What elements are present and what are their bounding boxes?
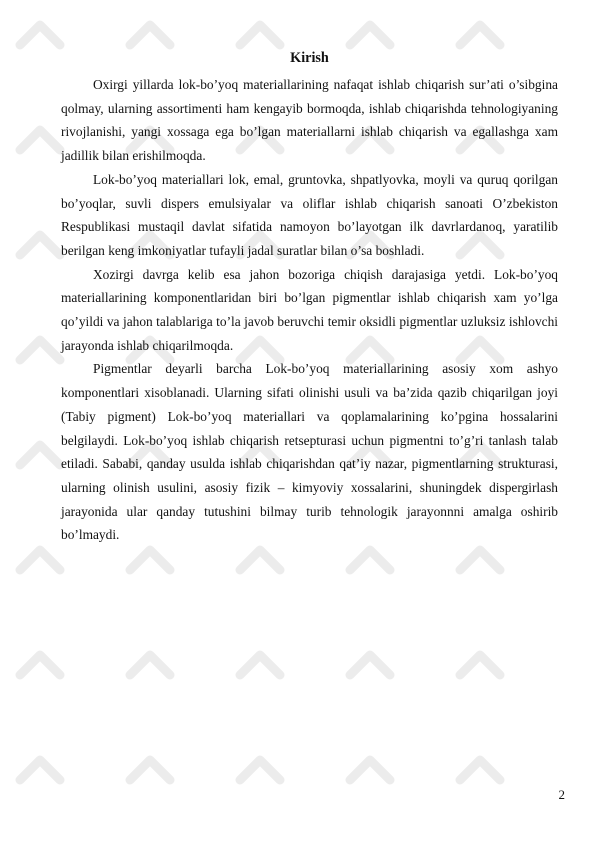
paragraph-1: Oxirgi yillarda lok-bo’yoq materiallarining nafaqat ishlab chiqarish sur’ati o’sibgina qolmay, ularning assortimenti ham kengayib bormoqda, ishlab chiqarishda tehnologiyaning rivojlanishi, yangi xossaga ega bo’lgan materiallarni ishlab chiqarish va egallashga xam jadillik bilan erishilmoqda. bbox=[61, 77, 558, 164]
paragraph-4: Pigmentlar deyarli barcha Lok-bo’yoq materiallarining asosiy xom ashyo komponentlari xisoblanadi. Ularning sifati olinishi usuli va ba’zida qazib chiqarilgan joyi (Tabiy pigment) Lok-bo’yoq materiallari va qoplamalarining ko’pgina hossalarini belgilaydi. Lok-bo’yoq ishlab chiqarish retsepturasi uchun pigmentni to’g’ri tanlash talab etiladi. Sababi, qanday usulda ishlab chiqarishdan qat’iy nazar, pigmentlarning strukturasi, ularning olinish usulini, asosiy fizik – kimyoviy xossalarini, shuningdek dispergirlash jarayonida ular qanday tutushini bilmay turib tehnologik jarayonnni amalga oshirib bo’lmaydi. bbox=[61, 361, 558, 543]
document-page bbox=[61, 48, 558, 547]
paragraph-3: Xozirgi davrga kelib esa jahon bozoriga chiqish darajasiga yetdi. Lok-bo’yoq materiallarining komponentlaridan biri bo’lgan pigmentlar ishlab chiqarish xam yo’lga qo’yildi va jahon talablariga to’la javob beruvchi temir oksidli pigmentlar uzluksiz ishlovchi jarayonda ishlab chiqarilmoqda. bbox=[61, 266, 558, 353]
page-number: 2 bbox=[558, 787, 565, 802]
paragraph-2: Lok-bo’yoq materiallari lok, emal, gruntovka, shpatlyovka, moyli va quruq qorilgan bo’yoqlar, suvli dispers emulsiyalar va oliflar ishlab chiqarish sanoati O’zbekiston Respublikasi mustaqil davlat sifatida namoyon bo’layotgan ilk davrlardanoq, yaratilib berilgan keng imkoniyatlar tufayli jadal suratlar bilan o’sa boshladi. bbox=[61, 171, 558, 258]
document-title: Kirish bbox=[290, 50, 329, 66]
